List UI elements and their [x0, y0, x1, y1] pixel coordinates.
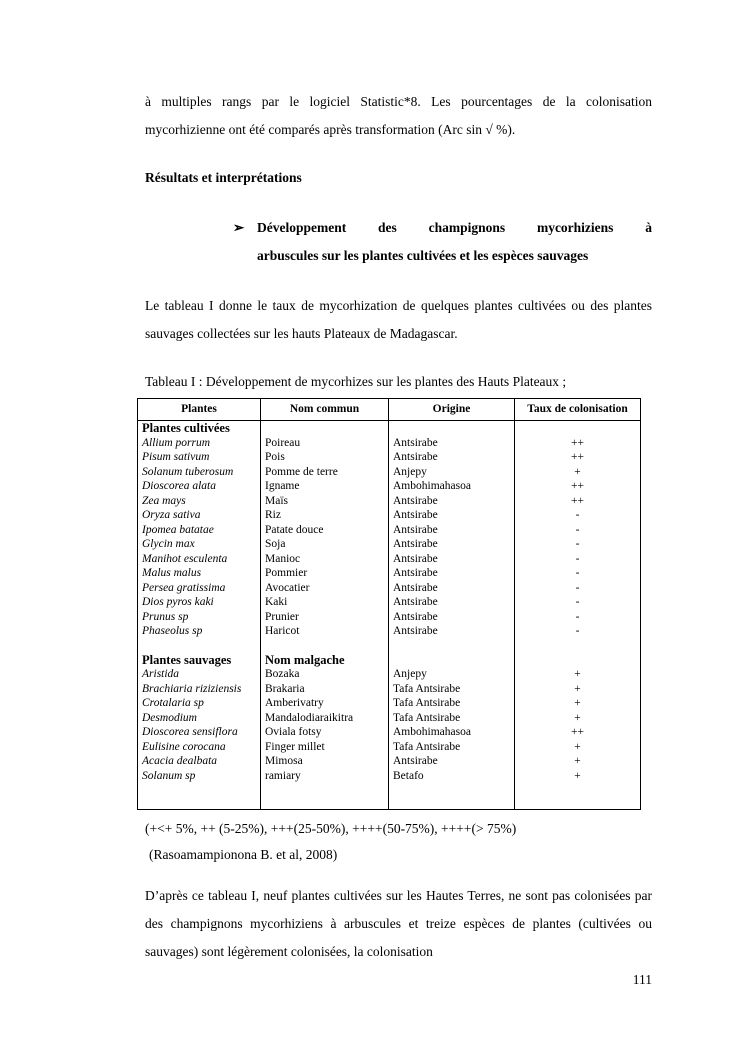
colonisation-level: -	[515, 610, 641, 625]
table-row	[138, 552, 641, 567]
origin: Antsirabe	[389, 581, 515, 596]
common-name: Poireau	[261, 436, 389, 451]
section-title: Plantes cultivées	[138, 421, 261, 436]
bullet-line-1: Développement des champignons mycorhiziens à	[257, 220, 652, 235]
origin: Antsirabe	[389, 610, 515, 625]
empty-cell	[389, 653, 515, 668]
common-name: Manioc	[261, 552, 389, 567]
colonisation-level: ++	[515, 494, 641, 509]
common-name: Prunier	[261, 610, 389, 625]
table-section-row	[138, 421, 641, 436]
origin: Antsirabe	[389, 436, 515, 451]
origin: Antsirabe	[389, 566, 515, 581]
table-section-row	[138, 653, 641, 668]
table-row	[138, 581, 641, 596]
common-name: Riz	[261, 508, 389, 523]
species-name: Glycin max	[138, 537, 261, 552]
colonisation-level: +	[515, 465, 641, 480]
origin: Antsirabe	[389, 552, 515, 567]
empty-cell	[138, 639, 261, 653]
paragraph-table-intro: Le tableau I donne le taux de mycorhization de quelques plantes cultivées ou des plantes sauvages collectées sur les hauts Plateaux de Madagascar.	[145, 298, 652, 341]
column-header-plantes: Plantes	[138, 399, 261, 421]
species-name: Brachiaria riziziensis	[138, 682, 261, 697]
origin: Antsirabe	[389, 624, 515, 639]
origin: Antsirabe	[389, 595, 515, 610]
empty-cell	[138, 783, 261, 809]
origin: Antsirabe	[389, 508, 515, 523]
empty-cell	[261, 421, 389, 436]
origin: Betafo	[389, 769, 515, 784]
colonisation-level: +	[515, 754, 641, 769]
colonisation-level: -	[515, 552, 641, 567]
common-name: Kaki	[261, 595, 389, 610]
table-row	[138, 754, 641, 769]
colonisation-level: -	[515, 508, 641, 523]
section-heading: Résultats et interprétations	[145, 170, 302, 185]
common-name: Mandalodiaraikitra	[261, 711, 389, 726]
species-name: Zea mays	[138, 494, 261, 509]
origin: Tafa Antsirabe	[389, 696, 515, 711]
paragraph-intro: à multiples rangs par le logiciel Statistic*8. Les pourcentages de la colonisation mycorhizienne ont été comparés après transformation (Arc sin √ %).	[145, 94, 652, 137]
common-name: Brakaria	[261, 682, 389, 697]
table-row	[138, 566, 641, 581]
empty-cell	[389, 783, 515, 809]
table-row	[138, 769, 641, 784]
bullet-line-2: arbuscules sur les plantes cultivées et les espèces sauvages	[257, 248, 589, 263]
table-spacer-row	[138, 639, 641, 653]
paragraph-conclusion: D’après ce tableau I, neuf plantes cultivées sur les Hautes Terres, ne sont pas colonisées par des champignons mycorhiziens à arbuscules et treize espèces de plantes (cultivées ou sauvages) sont légèrement colonisées, la colonisation	[145, 887, 652, 959]
species-name: Crotalaria sp	[138, 696, 261, 711]
table-row	[138, 595, 641, 610]
colonisation-level: -	[515, 566, 641, 581]
colonisation-level: -	[515, 595, 641, 610]
page-number: 111	[632, 972, 652, 987]
common-name: Pomme de terre	[261, 465, 389, 480]
common-name: Igname	[261, 479, 389, 494]
empty-cell	[515, 421, 641, 436]
species-name: Dios pyros kaki	[138, 595, 261, 610]
table-row	[138, 450, 641, 465]
species-name: Dioscorea alata	[138, 479, 261, 494]
colonisation-level: +	[515, 740, 641, 755]
table-row	[138, 436, 641, 451]
empty-cell	[261, 783, 389, 809]
empty-cell	[515, 653, 641, 668]
table-row	[138, 494, 641, 509]
species-name: Prunus sp	[138, 610, 261, 625]
common-name: Maïs	[261, 494, 389, 509]
origin: Antsirabe	[389, 537, 515, 552]
bullet-arrow-icon: ➢	[233, 220, 245, 235]
citation: (Rasoamampionona B. et al, 2008)	[149, 846, 338, 862]
table-row	[138, 537, 641, 552]
origin: Antsirabe	[389, 523, 515, 538]
species-name: Dioscorea sensiflora	[138, 725, 261, 740]
common-name: ramiary	[261, 769, 389, 784]
species-name: Pisum sativum	[138, 450, 261, 465]
empty-cell	[515, 783, 641, 809]
colonisation-level: -	[515, 581, 641, 596]
common-name: Pois	[261, 450, 389, 465]
empty-cell	[389, 421, 515, 436]
colonisation-level: ++	[515, 479, 641, 494]
colonisation-level: ++	[515, 450, 641, 465]
colonisation-level: ++	[515, 436, 641, 451]
origin: Antsirabe	[389, 754, 515, 769]
species-name: Eulisine corocana	[138, 740, 261, 755]
table-row	[138, 479, 641, 494]
origin: Ambohimahasoa	[389, 479, 515, 494]
common-name: Avocatier	[261, 581, 389, 596]
species-name: Persea gratissima	[138, 581, 261, 596]
colonisation-level: +	[515, 682, 641, 697]
table-row	[138, 667, 641, 682]
table-row	[138, 624, 641, 639]
section-title: Plantes sauvages	[138, 653, 261, 668]
species-name: Phaseolus sp	[138, 624, 261, 639]
colonisation-level: +	[515, 769, 641, 784]
bullet-item	[233, 214, 652, 270]
species-name: Oryza sativa	[138, 508, 261, 523]
colonisation-level: ++	[515, 725, 641, 740]
colonisation-level: +	[515, 711, 641, 726]
common-name: Soja	[261, 537, 389, 552]
species-name: Allium porrum	[138, 436, 261, 451]
colonisation-level: -	[515, 624, 641, 639]
table-row	[138, 711, 641, 726]
species-name: Manihot esculenta	[138, 552, 261, 567]
colonisation-level: -	[515, 537, 641, 552]
table-header-row	[138, 399, 641, 421]
origin: Antsirabe	[389, 450, 515, 465]
colonisation-level: -	[515, 523, 641, 538]
species-name: Solanum sp	[138, 769, 261, 784]
table-row	[138, 682, 641, 697]
table-row	[138, 696, 641, 711]
column-header-nom-commun: Nom commun	[261, 399, 389, 421]
column-header-taux: Taux de colonisation	[515, 399, 641, 421]
common-name: Mimosa	[261, 754, 389, 769]
species-name: Desmodium	[138, 711, 261, 726]
origin: Tafa Antsirabe	[389, 711, 515, 726]
colonisation-level: +	[515, 696, 641, 711]
species-name: Solanum tuberosum	[138, 465, 261, 480]
species-name: Ipomea batatae	[138, 523, 261, 538]
table-row	[138, 610, 641, 625]
section-subtitle: Nom malgache	[261, 653, 389, 668]
origin: Antsirabe	[389, 494, 515, 509]
colonisation-level: +	[515, 667, 641, 682]
species-name: Aristida	[138, 667, 261, 682]
empty-cell	[389, 639, 515, 653]
species-name: Malus malus	[138, 566, 261, 581]
species-name: Acacia dealbata	[138, 754, 261, 769]
common-name: Amberivatry	[261, 696, 389, 711]
origin: Anjepy	[389, 667, 515, 682]
table-caption: Tableau I : Développement de mycorhizes sur les plantes des Hauts Plateaux ;	[145, 374, 567, 389]
origin: Tafa Antsirabe	[389, 682, 515, 697]
origin: Tafa Antsirabe	[389, 740, 515, 755]
common-name: Oviala fotsy	[261, 725, 389, 740]
table-row	[138, 523, 641, 538]
table-legend: (+<+ 5%, ++ (5-25%), +++(25-50%), ++++(50-75%), ++++(> 75%)	[145, 820, 517, 836]
common-name: Patate douce	[261, 523, 389, 538]
bullet-text	[257, 214, 652, 270]
common-name: Bozaka	[261, 667, 389, 682]
empty-cell	[261, 639, 389, 653]
common-name: Pommier	[261, 566, 389, 581]
table-bottom-spacer	[138, 783, 641, 809]
table-row	[138, 465, 641, 480]
table-row	[138, 740, 641, 755]
empty-cell	[515, 639, 641, 653]
column-header-origine: Origine	[389, 399, 515, 421]
origin: Ambohimahasoa	[389, 725, 515, 740]
colonisation-table	[137, 398, 641, 810]
table-row	[138, 508, 641, 523]
common-name: Haricot	[261, 624, 389, 639]
common-name: Finger millet	[261, 740, 389, 755]
origin: Anjepy	[389, 465, 515, 480]
table-row	[138, 725, 641, 740]
